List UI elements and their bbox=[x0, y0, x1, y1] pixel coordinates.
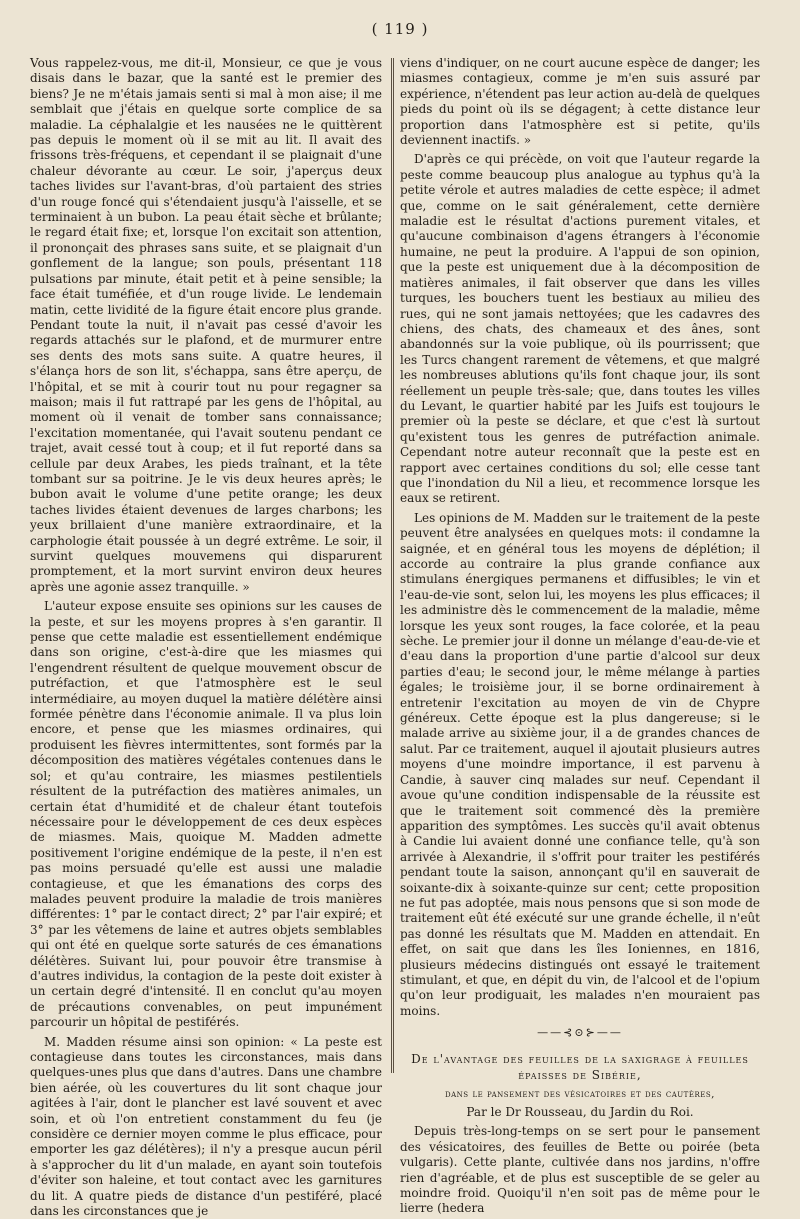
byline: Par le Dr Rousseau, du Jardin du Roi. bbox=[466, 1105, 694, 1119]
paragraph: Vous rappelez-vous, me dit-il, Monsieur, ce que je vous disais dans le bazar, que la santé est le premier des biens? Je ne m'étais jamais senti si mal à mon aise; il me semblait que j'étais en quelque sorte complice de sa maladie. La céphalalgie et les nausées ne le quittèrent pas depuis le moment où il se mit au lit. Il avait des frissons très-fréquens, et cependant il se plaignait d'une chaleur dévorante au cœur. Le soir, j'aperçus deux taches livides sur l'avant-bras, d'où partaient des stries d'un rouge foncé qui s'étendaient jusqu'à l'aisselle, et se terminaient à un bubon. La peau était sèche et brûlante; le regard était fixe; et, lorsque l'on excitait son attention, il prononçait des phrases sans suite, et se plaignait d'un gonflement de la langue; son pouls, présentant 118 pulsations par minute, était petit et à peine sensible; la face était tuméfiée, et d'un rouge livide. Le lendemain matin, cette lividité de la figure était encore plus grande. Pendant toute la nuit, il n'avait pas cessé d'avoir les regards attachés sur le plafond, et de murmurer entre ses dents des mots sans suite. A quatre heures, il s'élança hors de son lit, s'échappa, sans être aperçu, de l'hôpital, et se mit à courir tout nu pour regagner sa maison; mais il fut rattrapé par les gens de l'hôpital, au moment où il venait de tomber sans connaissance; l'excitation momentanée, qui l'avait soutenu pendant ce trajet, avait cessé tout à coup; et il fut reporté dans sa cellule par deux Arabes, les pieds traînant, et la tête tombant sur sa poitrine. Je le vis deux heures après; le bubon avait le volume d'une petite orange; les deux taches livides étaient devenues de larges charbons; les yeux brillaient d'une manière extraordinaire, et la carphologie était poussée à un degré extrême. Le soir, il survint quelques mouvemens qui disparurent promptement, et la mort survint environ deux heures après une agonie assez tranquille. » bbox=[30, 56, 382, 594]
paragraph: D'après ce qui précède, on voit que l'auteur regarde la peste comme beaucoup plus analogue au typhus qu'à la petite vérole et autres maladies de cette espèce; il admet que, comme on le sait généralement, cette dernière maladie est le résultat d'actions purement vitales, et qu'aucune combinaison d'agens étrangers à l'économie humaine, ne peut la produire. A l'appui de son opinion, que la peste est uniquement due à la décomposition de matières animales, il fait observer que dans les villes turques, les bouchers tuent les bestiaux au milieu des rues, qui ne sont jamais nettoyées; que les cadavres des chiens, des chats, des chameaux et des ânes, sont abandonnés sur la voie publique, où ils pourrissent; que les Turcs changent rarement de vêtemens, et que malgré les nombreuses ablutions qu'ils font chaque jour, ils sont réellement un peuple très-sale; que, dans toutes les villes du Levant, le quartier habité par les Juifs est toujours le premier où la peste se déclare, et que c'est là surtout qu'existent tous les genres de putréfaction animale. Cependant notre auteur reconnaît que la peste est en rapport avec certaines conditions du sol; elle cesse tant que l'inondation du Nil a lieu, et recommence lorsque les eaux se retirent. bbox=[400, 152, 760, 506]
right-column bbox=[400, 56, 760, 1216]
section-subtitle: dans le pansement des vésicatoires et des cautères, bbox=[445, 1087, 715, 1100]
section-title: De l'avantage des feuilles de la saxigrage à feuilles épaisses de Sibérie, bbox=[411, 1051, 749, 1082]
paragraph: Depuis très-long-temps on se sert pour le pansement des vésicatoires, des feuilles de Bette ou poirée (beta vulgaris). Cette plante, cultivée dans nos jardins, n'offre rien d'agréable, et de plus est susceptible de se geler au moindre froid. Quoiqu'il n'en soit pas de même pour le lierre (hedera bbox=[400, 1124, 760, 1216]
paragraph: M. Madden résume ainsi son opinion: « La peste est contagieuse dans toutes les circonstances, mais dans quelques-unes plus que dans d'autres. Dans une chambre bien aérée, où les couvertures du lit sont chaque jour agitées à l'air, dont le plancher est lavé souvent et avec soin, et où l'on entretient constamment du feu (je considère ce dernier moyen comme le plus efficace, pour emporter les gaz délétères); il n'y a presque aucun péril à s'approcher du lit d'un malade, en ayant soin toutefois d'éviter son haleine, et tout contact avec les garnitures du lit. A quatre pieds de distance d'un pestiféré, placé dans les circonstances que je bbox=[30, 1034, 382, 1219]
page-number: ( 119 ) bbox=[371, 20, 429, 38]
left-column bbox=[30, 56, 382, 1219]
paragraph: viens d'indiquer, on ne court aucune espèce de danger; les miasmes contagieux, comme je m'en suis assuré par expérience, n'étendent pas leur action au-delà de quelques pieds du point où ils se dégagent; à cette distance leur proportion dans l'atmosphère est si petite, qu'ils deviennent inactifs. » bbox=[400, 56, 760, 148]
paragraph: Les opinions de M. Madden sur le traitement de la peste peuvent être analysées en quelques mots: il condamne la saignée, et en général tous les moyens de déplétion; il accorde au contraire la plus grande confiance aux stimulans énergiques permanens et diffusibles; le vin et l'eau-de-vie sont, selon lui, les moyens les plus efficaces; il les administre dès le commencement de la maladie, même lorsque les yeux sont rouges, la face colorée, et la peau sèche. Le premier jour il donne un mélange d'eau-de-vie et d'eau dans la proportion d'une partie d'alcool sur deux parties d'eau; le second jour, le même mélange à parties égales; le troisième jour, il se borne ordinairement à entretenir l'excitation au moyen de vin de Chypre généreux. Cette époque est la plus dangereuse; si le malade arrive au sixième jour, il a de grandes chances de salut. Par ce traitement, auquel il ajoutait plusieurs autres moyens d'une moindre importance, il est parvenu à Candie, à sauver cinq malades sur neuf. Cependant il avoue qu'une condition indispensable de la réussite est que le traitement soit commencé dès la première apparition des symptômes. Les succès qu'il avait obtenus à Candie lui avaient donné une confiance telle, qu'à son arrivée à Alexandrie, il s'offrit pour traiter les pestiférés pendant toute la saison, annonçant qu'il en sauverait de soixante-dix à soixante-quinze sur cent; cette proposition ne fut pas adoptée, mais nous pensons que si son mode de traitement eût été exécuté sur une grande échelle, il n'eût pas donné les résultats que M. Madden en attendait. En effet, on sait que dans les îles Ioniennes, en 1816, plusieurs médecins distingués ont essayé le traitement stimulant, et que, en dépit du vin, de l'alcool et de l'opium qu'on leur prodiguait, les malades n'en mouraient pas moins. bbox=[400, 510, 760, 1018]
column-divider bbox=[391, 58, 394, 1073]
paragraph: L'auteur expose ensuite ses opinions sur les causes de la peste, et sur les moyens propres à s'en garantir. Il pense que cette maladie est essentiellement endémique dans son origine, c'est-à-dire que les miasmes qui l'engendrent résultent de quelque mouvement obscur de putréfaction, et que l'atmosphère est le seul intermédiaire, au moyen duquel la matière délétère ainsi formée pénètre dans l'économie animale. Il va plus loin encore, et pense que les miasmes ordinaires, qui produisent les fièvres intermittentes, sont formés par la décomposition des matières végétales contenues dans le sol; et qu'au contraire, les miasmes pestilentiels résultent de la putréfaction des matières animales, un certain état d'humidité et de chaleur étant toutefois nécessaire pour le développement de ces deux espèces de miasmes. Mais, quoique M. Madden admette positivement l'origine endémique de la peste, il n'en est pas moins persuadé qu'elle est aussi une maladie contagieuse, et que les émanations des corps des malades peuvent produire la maladie de trois manières différentes: 1° par le contact direct; 2° par l'air expiré; et 3° par les vêtemens de laine et autres objets semblables qui ont été en quelque sorte saturés de ces émanations délétères. Suivant lui, pour pouvoir être transmise à d'autres individus, la contagion de la peste doit exister à un certain degré d'intensité. Il en conclut qu'au moyen de précautions convenables, on peut impunément parcourir un hôpital de pestiférés. bbox=[30, 599, 382, 1030]
section-ornament: ——⊰⊙⊱—— bbox=[537, 1026, 623, 1040]
